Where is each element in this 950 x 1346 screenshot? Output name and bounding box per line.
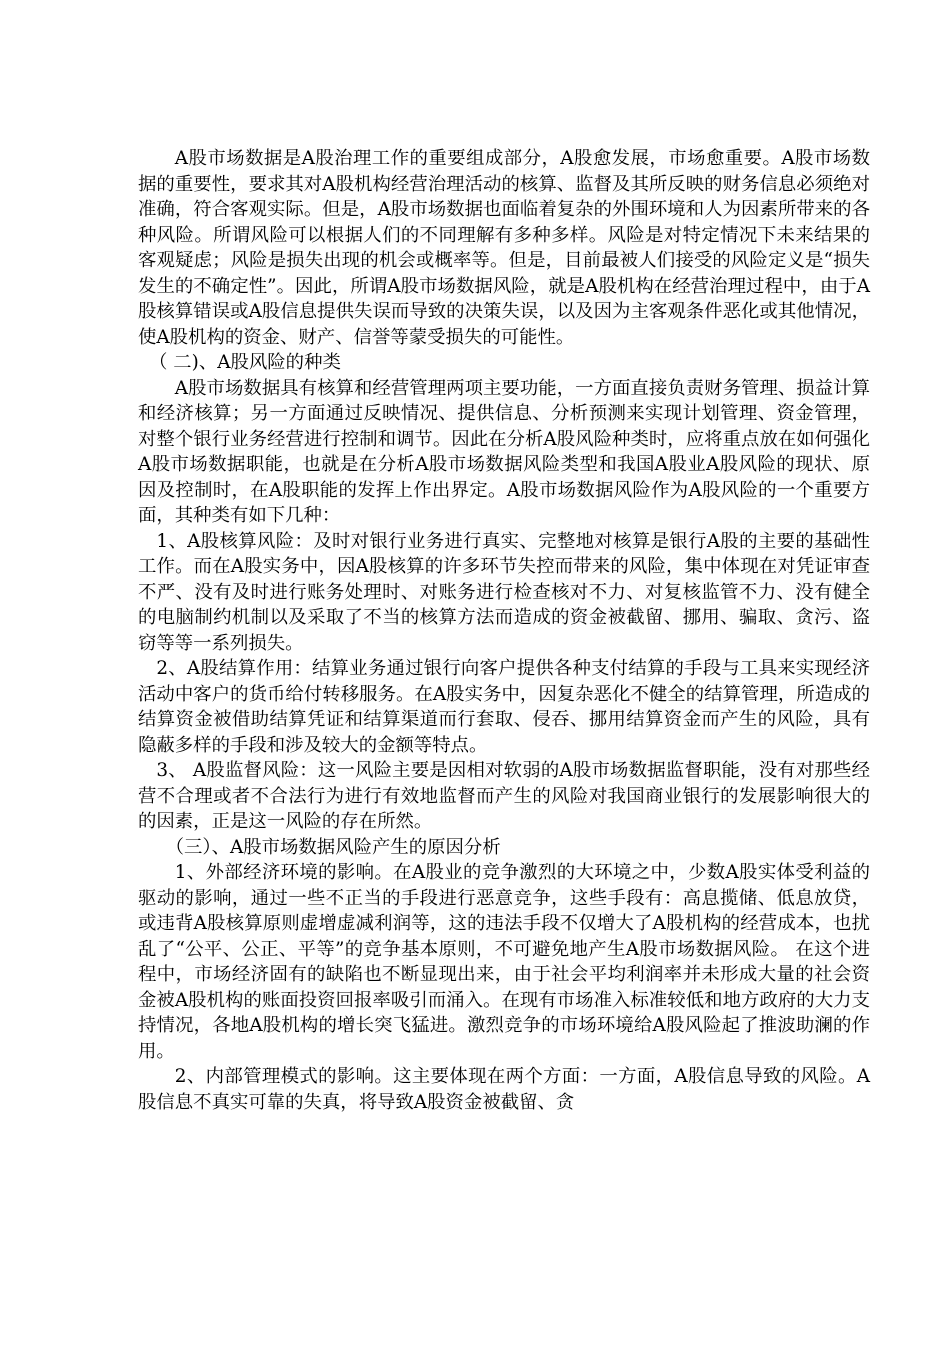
paragraph-intro: A股市场数据是A股治理工作的重要组成部分，A股愈发展，市场愈重要。A股市场数据的重要性，要求其对A股机构经营治理活动的核算、监督及其所反映的财务信息必须绝对准确，符合客观实际。但是，A股市场数据也面临着复杂的外围环境和人为因素所带来的各种风险。所谓风险可以根据人们的不同理解有多种多样。风险是对特定情况下未来结果的客观疑虑；风险是损失出现的机会或概率等。但是，目前最被人们接受的风险定义是“损失发生的不确定性”。因此，所谓A股市场数据风险，就是A股机构在经营治理过程中，由于A股核算错误或A股信息提供失误而导致的决策失误，以及因为主客观条件恶化或其他情况，使A股机构的资金、财产、信誉等蒙受损失的可能性。 [138, 148, 870, 348]
paragraph-accounting-risk: 1、A股核算风险：及时对银行业务进行真实、完整地对核算是银行A股的主要的基础性工作。而在A股实务中，因A股核算的许多环节失控而带来的风险，集中体现在对凭证审查不严、没有及时进行账务处理时、对账务进行检查核对不力、对复核监管不力、没有健全的电脑制约机制以及采取了不当的核算方法而造成的资金被截留、挪用、骗取、贪污、盗窃等等一系列损失。 [138, 530, 870, 654]
document-page [138, 146, 870, 1115]
paragraph-external-environment: 1、外部经济环境的影响。在A股业的竞争激烈的大环境之中，少数A股实体受利益的驱动的影响，通过一些不正当的手段进行恶意竞争，这些手段有：高息揽储、低息放贷，或违背A股核算原则虚增虚减利润等，这的违法手段不仅增大了A股机构的经营成本，也扰乱了“公平、公正、平等”的竞争基本原则，不可避免地产生A股市场数据风险。 在这个进程中，市场经济固有的缺陷也不断显现出来，由于社会平均利润率并未形成大量的社会资金被A股机构的账面投资回报率吸引而涌入。在现有市场准入标准较低和地方政府的大力支持情况，各地A股机构的增长突飞猛进。激烈竞争的市场环境给A股风险起了推波助澜的作用。 [138, 862, 870, 1062]
paragraph-settlement-risk: 2、A股结算作用：结算业务通过银行向客户提供各种支付结算的手段与工具来实现经济活动中客户的货币给付转移服务。在A股实务中，因复杂恶化不健全的结算管理，所造成的结算资金被借助结算凭证和结算渠道而行套取、侵吞、挪用结算资金而产生的风险，具有隐蔽多样的手段和涉及较大的金额等特点。 [138, 658, 870, 756]
paragraph-risk-types: A股市场数据具有核算和经营管理两项主要功能，一方面直接负责财务管理、损益计算和经济核算；另一方面通过反映情况、提供信息、分析预测来实现计划管理、资金管理，对整个银行业务经营进行控制和调节。因此在分析A股风险种类时，应将重点放在如何强化A股市场数据职能，也就是在分析A股市场数据风险类型和我国A股业A股风险的现状、原因及控制时，在A股职能的发挥上作出界定。A股市场数据风险作为A股风险的一个重要方面，其种类有如下几种： [138, 377, 870, 526]
paragraph-internal-management: 2、内部管理模式的影响。这主要体现在两个方面：一方面，A股信息导致的风险。A股信息不真实可靠的失真，将导致A股资金被截留、贪 [138, 1066, 870, 1113]
section-heading-causes: （三）、A股市场数据风险产生的原因分析 [165, 836, 501, 858]
paragraph-supervision-risk: 3、 A股监督风险：这一风险主要是因相对软弱的A股市场数据监督职能，没有对那些经营不合理或者不合法行为进行有效地监督而产生的风险对我国商业银行的发展影响很大的的因素，正是这一风险的存在所然。 [138, 760, 870, 832]
section-heading-risk-types: （ 二)、A股风险的种类 [149, 352, 341, 373]
